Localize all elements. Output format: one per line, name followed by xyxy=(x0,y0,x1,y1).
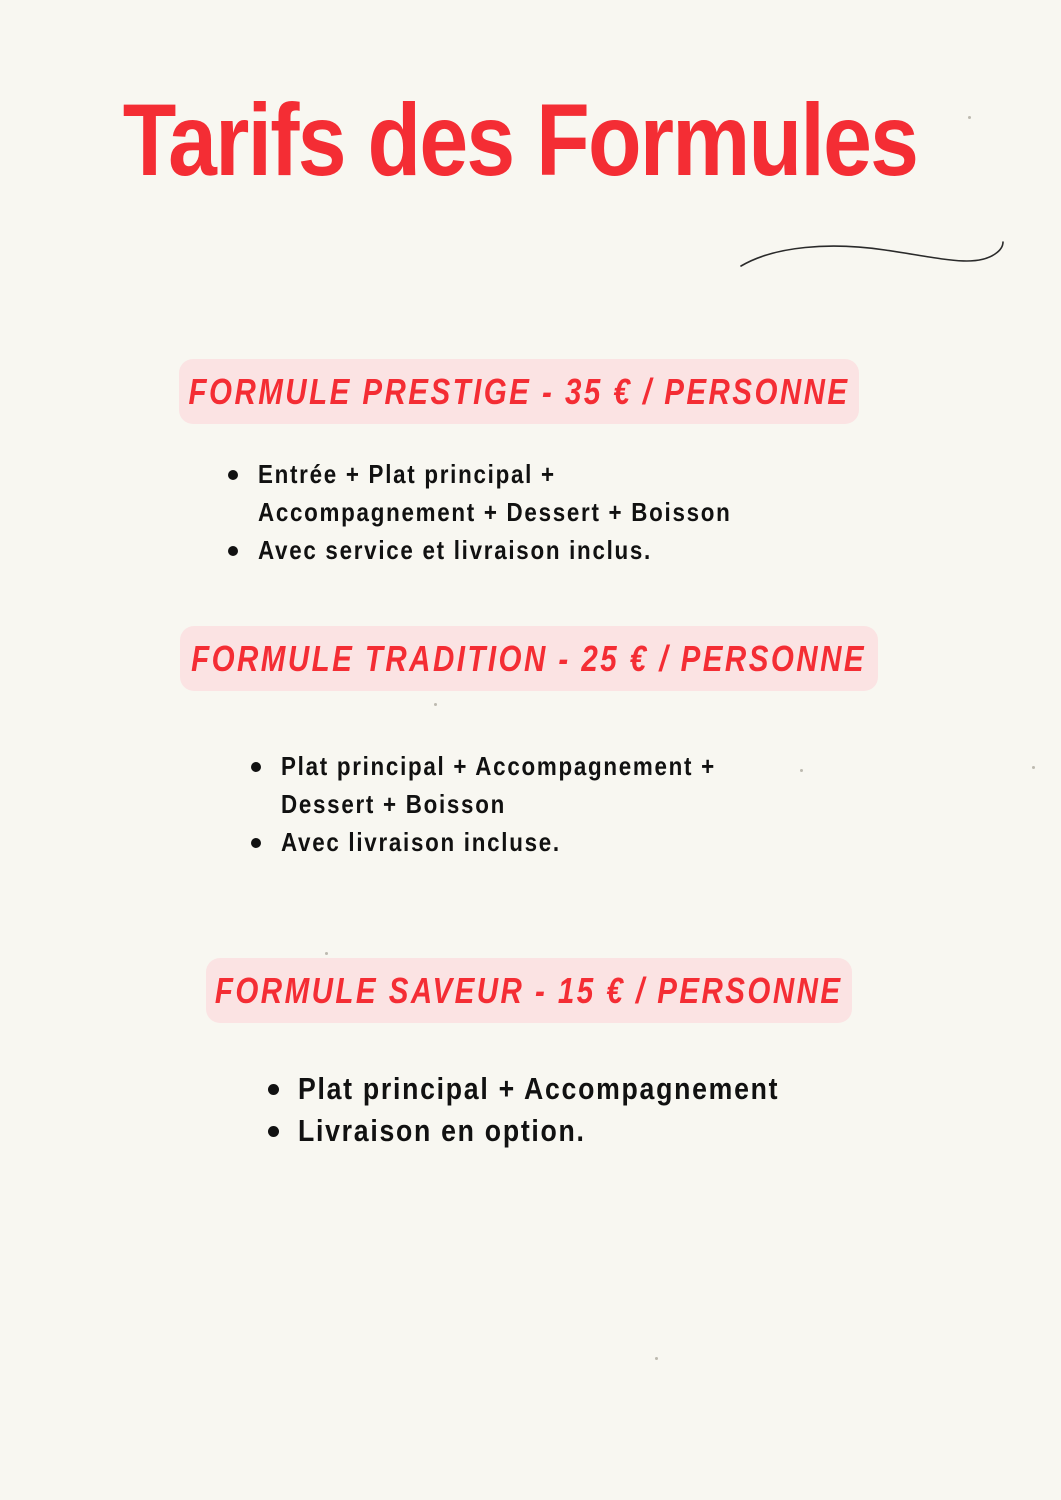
list-item-line: Dessert + Boisson xyxy=(281,789,506,819)
paper-speck xyxy=(968,116,971,119)
list-item-line: Avec service et livraison inclus. xyxy=(258,535,653,565)
bullet-icon xyxy=(228,470,238,480)
formule-saveur-list xyxy=(268,1068,858,1152)
list-item xyxy=(228,455,809,531)
list-item-line: Plat principal + Accompagnement + xyxy=(281,751,716,781)
bullet-icon xyxy=(228,546,238,556)
formule-prestige-list xyxy=(228,455,809,569)
formule-prestige-heading xyxy=(179,359,859,424)
formule-tradition-heading-text: FORMULE TRADITION - 25 € / PERSONNE xyxy=(191,637,867,679)
bullet-icon xyxy=(268,1126,279,1137)
formule-prestige-heading-text: FORMULE PRESTIGE - 35 € / PERSONNE xyxy=(188,370,850,412)
formule-saveur-heading xyxy=(206,958,852,1023)
list-item-line: Entrée + Plat principal + xyxy=(258,459,556,489)
page-title: Tarifs des Formules xyxy=(122,83,918,197)
formule-tradition-heading xyxy=(180,626,878,691)
formule-tradition-list xyxy=(251,747,787,861)
formule-saveur-heading-text: FORMULE SAVEUR - 15 € / PERSONNE xyxy=(215,969,843,1011)
decorative-swoosh-icon xyxy=(735,236,1015,276)
list-item xyxy=(251,823,787,861)
paper-speck xyxy=(800,769,803,772)
list-item-line: Avec livraison incluse. xyxy=(281,827,561,857)
paper-speck xyxy=(434,703,437,706)
list-item-line: Accompagnement + Dessert + Boisson xyxy=(258,497,732,527)
paper-speck xyxy=(325,952,328,955)
list-item xyxy=(251,747,787,823)
paper-speck xyxy=(655,1357,658,1360)
bullet-icon xyxy=(251,762,261,772)
bullet-icon xyxy=(251,838,261,848)
paper-speck xyxy=(1032,766,1035,769)
list-item xyxy=(268,1110,858,1152)
list-item xyxy=(228,531,809,569)
list-item-line: Plat principal + Accompagnement xyxy=(298,1071,780,1106)
bullet-icon xyxy=(268,1084,279,1095)
list-item-line: Livraison en option. xyxy=(298,1113,586,1148)
list-item xyxy=(268,1068,858,1110)
